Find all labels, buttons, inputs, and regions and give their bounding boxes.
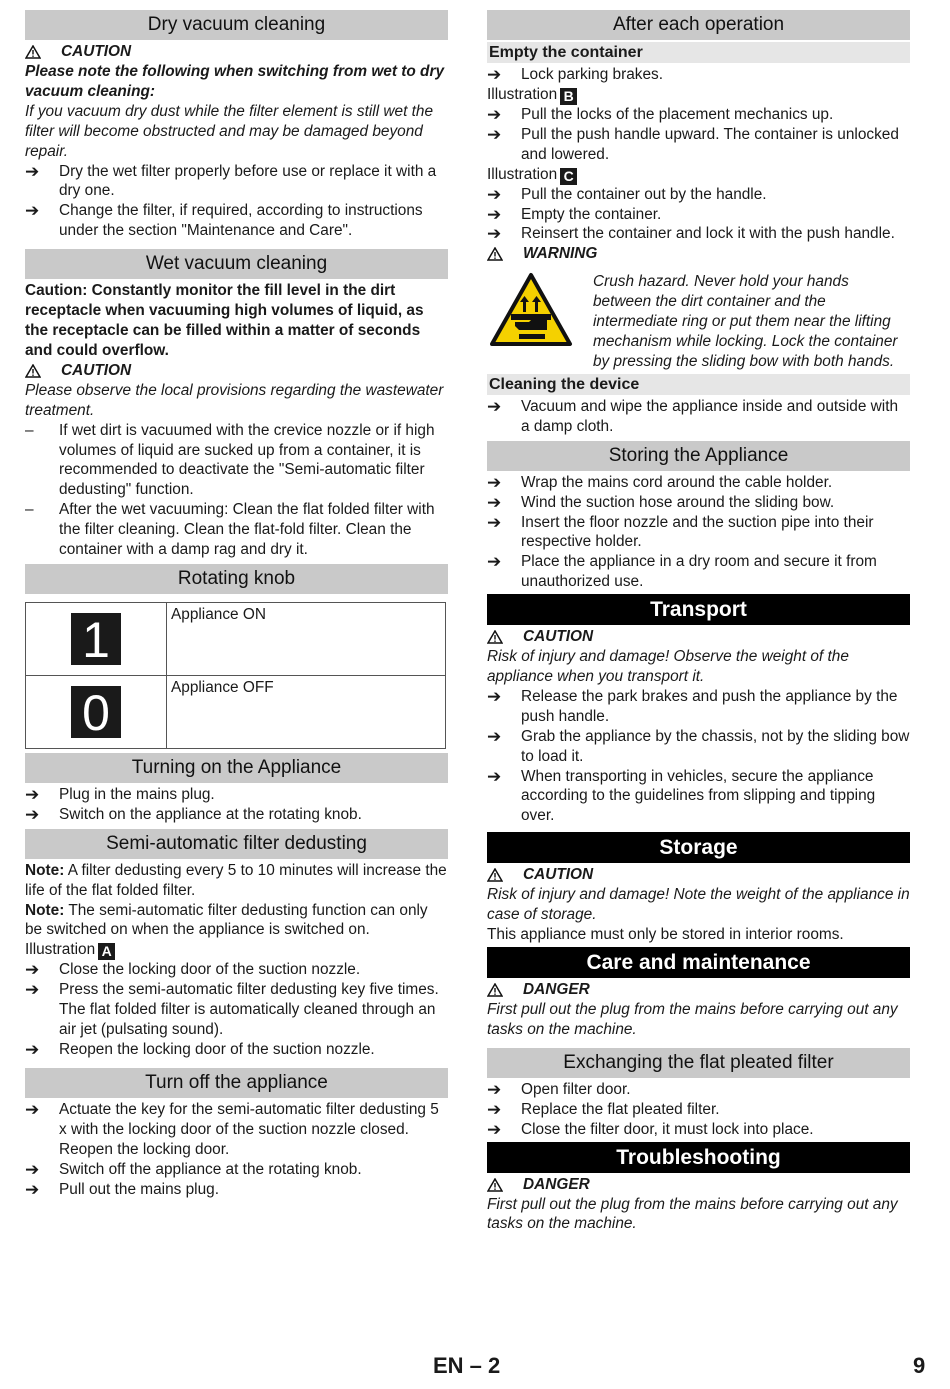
step-text: Grab the appliance by the chassis, not by the sliding bow to load it. [521,727,910,765]
step-text: Vacuum and wipe the appliance inside and outside with a damp cloth. [521,397,899,435]
list-item [25,1100,448,1160]
warning-triangle-icon [487,247,523,261]
step-text: Pull the push handle upward. The container is unlocked and lowered. [521,125,899,163]
right-column [487,10,910,1234]
caution-heading [487,865,910,885]
arrow-icon: ➔ [487,472,502,492]
arrow-icon: ➔ [25,1040,40,1059]
subsection-title-cleaning: Cleaning the device [487,374,910,395]
list-item [487,552,910,592]
arrow-icon: ➔ [487,552,502,572]
warning-triangle-icon [25,364,61,378]
warning-label: WARNING [523,245,598,263]
step-text: Close the locking door of the suction nozzle. [59,961,361,979]
section-title-troubleshooting: Troubleshooting [487,1142,910,1173]
transport-caution-text: Risk of injury and damage! Observe the weight of the appliance when you transport it. [487,648,849,686]
arrow-icon: ➔ [487,766,502,786]
warning-triangle-icon [487,1178,523,1192]
danger-label: DANGER [523,1175,590,1193]
list-item [25,980,448,1040]
step-text: Wind the suction hose around the sliding bow. [521,493,835,511]
semi-note-2 [25,901,448,941]
step-text: Insert the floor nozzle and the suction pipe into their respective holder. [521,513,874,551]
note-label: Note: [25,861,65,879]
list-item [487,767,910,827]
dry-note-text: If you vacuum dry dust while the filter element is still wet the filter will become obstructed and may be damaged beyond repair. [25,102,434,160]
section-title-semi-automatic: Semi-automatic filter dedusting [25,829,448,859]
illustration-letter: C [560,168,577,185]
wet-caution-text: Please observe the local provisions regarding the wastewater treatment. [25,381,444,419]
note-text: A filter dedusting every 5 to 10 minutes will increase the life of the flat folded filter. [25,861,447,899]
arrow-icon: ➔ [487,726,502,746]
list-item [25,805,448,825]
list-item [487,727,910,767]
warning-text: Crush hazard. Never hold your hands between the dirt container and the intermediate ring or put them near the lifting mechanism while locking. Lock the container by pressing the sliding bow with both hands. [487,272,910,372]
arrow-icon: ➔ [25,1179,40,1199]
arrow-icon: ➔ [487,1079,502,1099]
step-text: Dry the wet filter properly before use or replace it with a dry one. [59,162,437,200]
note-label: Note: [25,901,65,919]
illustration-letter: B [560,88,577,105]
step-text: Switch off the appliance at the rotating knob. [59,1160,362,1178]
step-text: Pull the locks of the placement mechanics up. [521,105,834,123]
section-title-after-operation: After each operation [487,10,910,40]
arrow-icon: ➔ [25,980,40,1000]
arrow-icon: ➔ [25,784,40,804]
arrow-icon: ➔ [487,104,502,124]
step-text: Wrap the mains cord around the cable holder. [521,473,833,491]
illustration-ref [487,85,910,105]
step-text: Release the park brakes and push the appliance by the push handle. [521,687,898,725]
dash-icon: – [25,501,34,519]
arrow-icon: ➔ [487,204,502,224]
step-text: When transporting in vehicles, secure the appliance according to the guidelines from slipping and tipping over. [521,767,876,825]
caution-label: CAUTION [523,628,594,646]
section-title-turn-off: Turn off the appliance [25,1068,448,1098]
list-item [487,1120,910,1140]
item-text: If wet dirt is vacuumed with the crevice nozzle or if high volumes of liquid are sucked up from a container, it is recommended to deactivate the "Semi-automatic filter dedusting" function. [59,421,435,499]
dash-icon: – [25,421,34,439]
arrow-icon: ➔ [487,1119,502,1139]
arrow-icon: ➔ [487,686,502,706]
list-item [487,1100,910,1120]
warning-triangle-icon [25,45,61,59]
list-item [25,1180,448,1200]
danger-heading [487,980,910,1000]
warning-triangle-icon [487,630,523,644]
step-text: Actuate the key for the semi-automatic filter dedusting 5 x with the locking door of the suction nozzle closed. Reopen the locking door. [59,1100,439,1158]
knob-symbol-cell [26,675,167,748]
section-title-exchange-filter: Exchanging the flat pleated filter [487,1048,910,1078]
step-text: Pull out the mains plug. [59,1180,219,1198]
dry-note-bold: Please note the following when switching from wet to dry vacuum cleaning: [25,63,445,100]
storage-caution-text: Risk of injury and damage! Note the weight of the appliance in case of storage. [487,886,910,924]
text-wrap-spacer [487,272,593,371]
warning-heading [487,244,910,264]
caution-label: CAUTION [61,361,132,379]
section-title-storage: Storage [487,832,910,863]
list-item [487,65,910,85]
list-item [487,105,910,125]
warning-triangle-icon [487,868,523,882]
list-item [487,397,910,437]
list-item [25,1160,448,1180]
left-column [25,10,448,1199]
knob-on-symbol: 1 [71,613,121,665]
rotating-knob-table [25,602,446,749]
arrow-icon: ➔ [487,512,502,532]
list-item [487,473,910,493]
section-title-rotating-knob: Rotating knob [25,564,448,594]
list-item [487,205,910,225]
list-item [25,785,448,805]
list-item [487,493,910,513]
footer-language-page: EN – 2 [433,1353,501,1378]
section-title-turning-on: Turning on the Appliance [25,753,448,783]
list-item [25,500,448,560]
table-row [26,602,446,675]
section-title-transport: Transport [487,594,910,625]
arrow-icon: ➔ [25,804,40,824]
section-title-care: Care and maintenance [487,947,910,978]
step-text: Open filter door. [521,1080,631,1098]
list-item [487,125,910,165]
arrow-icon: ➔ [25,960,40,980]
step-text: Reopen the locking door of the suction nozzle. [59,1041,375,1058]
illustration-ref [487,165,910,185]
step-text: Change the filter, if required, according to instructions under the section "Maintenance and Care". [59,202,423,240]
wet-caution-bold: Caution: Constantly monitor the fill level in the dirt receptacle when vacuuming high volumes of liquid, as the receptacle can be filled within a matter of seconds and could overflow. [25,282,424,359]
step-text: Pull the container out by the handle. [521,185,767,203]
knob-symbol-cell [26,602,167,675]
step-text: Empty the container. [521,205,662,223]
arrow-icon: ➔ [487,65,502,84]
list-item [25,162,448,202]
list-item [487,224,910,244]
arrow-icon: ➔ [487,184,502,204]
arrow-icon: ➔ [25,201,40,221]
knob-off-symbol: 0 [71,686,121,738]
list-item [487,687,910,727]
caution-label: CAUTION [523,866,594,884]
step-text: Press the semi-automatic filter dedusting key five times. The flat folded filter is automatically cleaned through an air jet (pulsating sound). [59,981,439,1039]
list-item [25,960,448,980]
illustration-label: Illustration [25,941,96,959]
list-item [25,1040,448,1060]
semi-note-1 [25,861,448,901]
table-row [26,675,446,748]
arrow-icon: ➔ [487,224,502,244]
danger-heading [487,1175,910,1195]
illustration-label: Illustration [487,165,558,183]
knob-label-cell: Appliance OFF [167,675,446,748]
list-item [487,185,910,205]
arrow-icon: ➔ [25,161,40,181]
arrow-icon: ➔ [487,396,502,416]
arrow-icon: ➔ [487,1099,502,1119]
list-item [25,421,448,501]
illustration-ref [25,940,448,960]
illustration-letter: A [98,943,115,960]
section-title-storing: Storing the Appliance [487,441,910,471]
caution-heading [25,42,448,62]
illustration-label: Illustration [487,85,558,103]
list-item [487,1080,910,1100]
step-text: Replace the flat pleated filter. [521,1100,720,1118]
step-text: Place the appliance in a dry room and secure it from unauthorized use. [521,553,877,591]
step-text: Close the filter door, it must lock into place. [521,1120,814,1138]
arrow-icon: ➔ [487,492,502,512]
section-title-dry-vacuum: Dry vacuum cleaning [25,10,448,40]
arrow-icon: ➔ [25,1159,40,1179]
arrow-icon: ➔ [25,1099,40,1119]
care-danger-text: First pull out the plug from the mains before carrying out any tasks on the machine. [487,1001,898,1038]
step-text: Switch on the appliance at the rotating knob. [59,805,362,823]
warning-triangle-icon [487,983,523,997]
subsection-title-empty-container: Empty the container [487,42,910,63]
list-item [25,201,448,241]
caution-label: CAUTION [61,43,132,61]
list-item [487,513,910,553]
danger-label: DANGER [523,981,590,999]
caution-heading [25,361,448,381]
step-text: Reinsert the container and lock it with the push handle. [521,225,895,243]
storage-text: This appliance must only be stored in interior rooms. [487,926,844,944]
step-text: Plug in the mains plug. [59,785,215,803]
arrow-icon: ➔ [487,124,502,144]
step-text: Lock parking brakes. [521,66,664,83]
trouble-danger-text: First pull out the plug from the mains before carrying out any tasks on the machine. [487,1195,898,1233]
caution-heading [487,627,910,647]
footer-page-number: 9 [913,1353,926,1378]
section-title-wet-vacuum: Wet vacuum cleaning [25,249,448,279]
note-text: The semi-automatic filter dedusting function can only be switched on when the appliance is switched on. [25,901,428,939]
knob-label-cell: Appliance ON [167,602,446,675]
item-text: After the wet vacuuming: Clean the flat folded filter with the filter cleaning. Clean the flat-fold filter. Clean the container with a damp rag and dry it. [59,501,435,559]
